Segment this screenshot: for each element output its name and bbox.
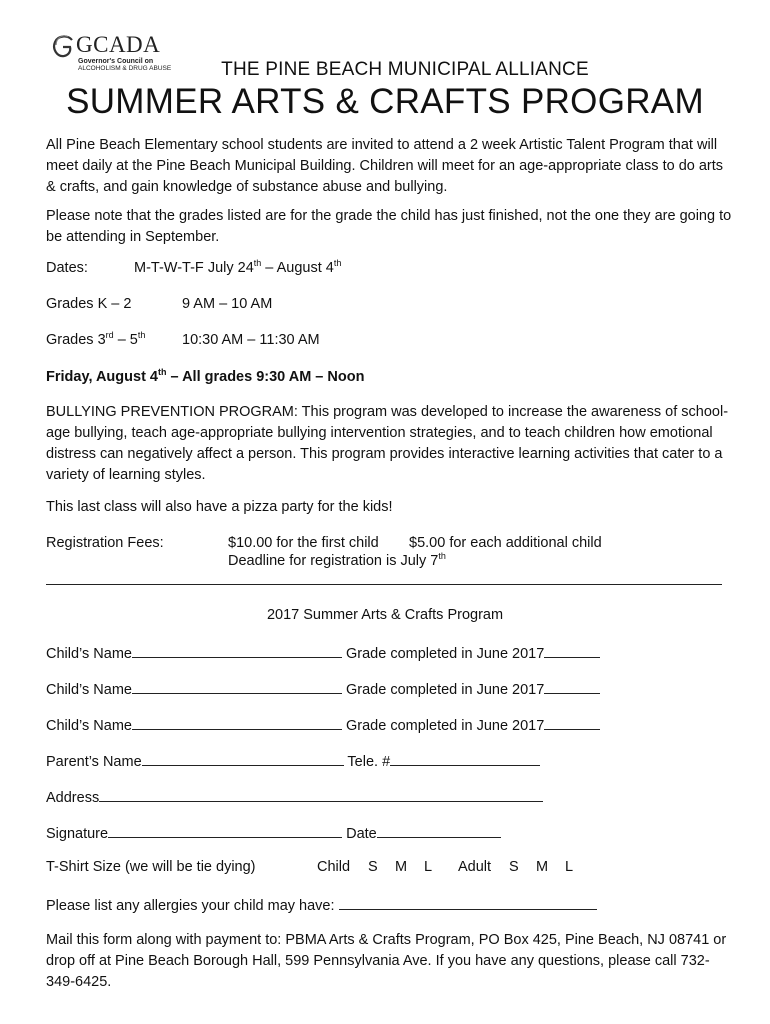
child-size-l[interactable]: L bbox=[424, 859, 433, 875]
mail-instructions: Mail this form along with payment to: PBMA Arts & Crafts Program, PO Box 425, Pine Beach, NJ 08741 or drop off at Pine Beach Borough Hall, 599 Pennsylvania Ave. If you have any questions, please call 732-349-6425. bbox=[46, 932, 727, 990]
grades-k2-label: Grades K – 2 bbox=[46, 296, 132, 312]
address-field[interactable] bbox=[99, 787, 543, 802]
grades-3-5-time: 10:30 AM – 11:30 AM bbox=[182, 332, 320, 348]
telephone-field[interactable] bbox=[390, 751, 540, 766]
registration-deadline: Deadline for registration is July 7th bbox=[228, 551, 446, 569]
form-heading: 2017 Summer Arts & Crafts Program bbox=[266, 607, 504, 623]
tshirt-size-label: T-Shirt Size (we will be tie dying) bbox=[46, 859, 256, 875]
telephone-label: Tele. # bbox=[347, 754, 391, 770]
child-size-m[interactable]: M bbox=[395, 859, 408, 875]
child-name-label: Child’s Name bbox=[46, 646, 132, 662]
page-subtitle: THE PINE BEACH MUNICIPAL ALLIANCE bbox=[221, 59, 589, 80]
allergies-field[interactable] bbox=[339, 895, 597, 910]
intro-paragraph: All Pine Beach Elementary school students are invited to attend a 2 week Artistic Talent Program that will meet daily at the Pine Beach Municipal Building. Children will meet for an age-appropriate class to do arts & crafts, and gain knowledge of substance abuse and bullying. bbox=[46, 137, 724, 195]
pizza-note: This last class will also have a pizza party for the kids! bbox=[46, 499, 393, 515]
grade-completed-label: Grade completed in June 2017 bbox=[346, 718, 545, 734]
adult-size-s[interactable]: S bbox=[509, 859, 519, 875]
logo-tagline-line1: Governor's Council on bbox=[78, 58, 154, 65]
adult-size-l[interactable]: L bbox=[565, 859, 574, 875]
child-name-label: Child’s Name bbox=[46, 682, 132, 698]
child-size-label: Child bbox=[317, 859, 351, 875]
dates-label: Dates: bbox=[46, 260, 88, 276]
logo-wordmark: GCADA bbox=[76, 32, 161, 57]
date-label: Date bbox=[346, 826, 377, 842]
child-size-s[interactable]: S bbox=[368, 859, 378, 875]
allergies-row bbox=[46, 895, 597, 914]
page-title: SUMMER ARTS & CRAFTS PROGRAM bbox=[66, 82, 704, 121]
child-row-2 bbox=[46, 679, 600, 698]
fees-label: Registration Fees: bbox=[46, 535, 164, 551]
grades-3-5-label: Grades 3rd – 5th bbox=[46, 330, 146, 348]
signature-row bbox=[46, 823, 501, 842]
gcada-swirl-icon bbox=[52, 34, 76, 60]
date-field[interactable] bbox=[377, 823, 501, 838]
grade-completed-label: Grade completed in June 2017 bbox=[346, 646, 545, 662]
address-row bbox=[46, 787, 543, 806]
grades-k2-time: 9 AM – 10 AM bbox=[182, 296, 273, 312]
grade-completed-field[interactable] bbox=[544, 715, 600, 730]
adult-size-label: Adult bbox=[458, 859, 492, 875]
dates-value: M-T-W-T-F July 24th – August 4th bbox=[134, 258, 342, 276]
child-name-field[interactable] bbox=[132, 679, 342, 694]
grades-note-paragraph: Please note that the grades listed are for the grade the child has just finished, not the one they are going to be attending in September. bbox=[46, 208, 732, 245]
logo-tagline-line2: ALCOHOLISM & DRUG ABUSE bbox=[78, 65, 172, 72]
child-name-field[interactable] bbox=[132, 715, 342, 730]
child-name-field[interactable] bbox=[132, 643, 342, 658]
signature-label: Signature bbox=[46, 826, 109, 842]
friday-schedule: Friday, August 4th – All grades 9:30 AM – Noon bbox=[46, 367, 365, 385]
allergies-label: Please list any allergies your child may have: bbox=[46, 898, 335, 914]
parent-name-label: Parent’s Name bbox=[46, 754, 142, 770]
signature-field[interactable] bbox=[108, 823, 342, 838]
child-row-1 bbox=[46, 643, 600, 662]
bullying-paragraph: BULLYING PREVENTION PROGRAM: This program was developed to increase the awareness of school-age bullying, teach age-appropriate bullying intervention strategies, and to teach children how emotional distress can negatively affect a person. This program provides interactive learning activities that cater to a variety of learning styles. bbox=[46, 404, 729, 483]
parent-row bbox=[46, 751, 540, 770]
fee-first-child: $10.00 for the first child bbox=[228, 535, 379, 551]
grade-completed-field[interactable] bbox=[544, 643, 600, 658]
address-label: Address bbox=[46, 790, 100, 806]
fee-additional-child: $5.00 for each additional child bbox=[409, 535, 602, 551]
section-divider bbox=[46, 584, 722, 585]
grade-completed-label: Grade completed in June 2017 bbox=[346, 682, 545, 698]
child-name-label: Child’s Name bbox=[46, 718, 132, 734]
child-row-3 bbox=[46, 715, 600, 734]
grade-completed-field[interactable] bbox=[544, 679, 600, 694]
adult-size-m[interactable]: M bbox=[536, 859, 549, 875]
parent-name-field[interactable] bbox=[142, 751, 344, 766]
